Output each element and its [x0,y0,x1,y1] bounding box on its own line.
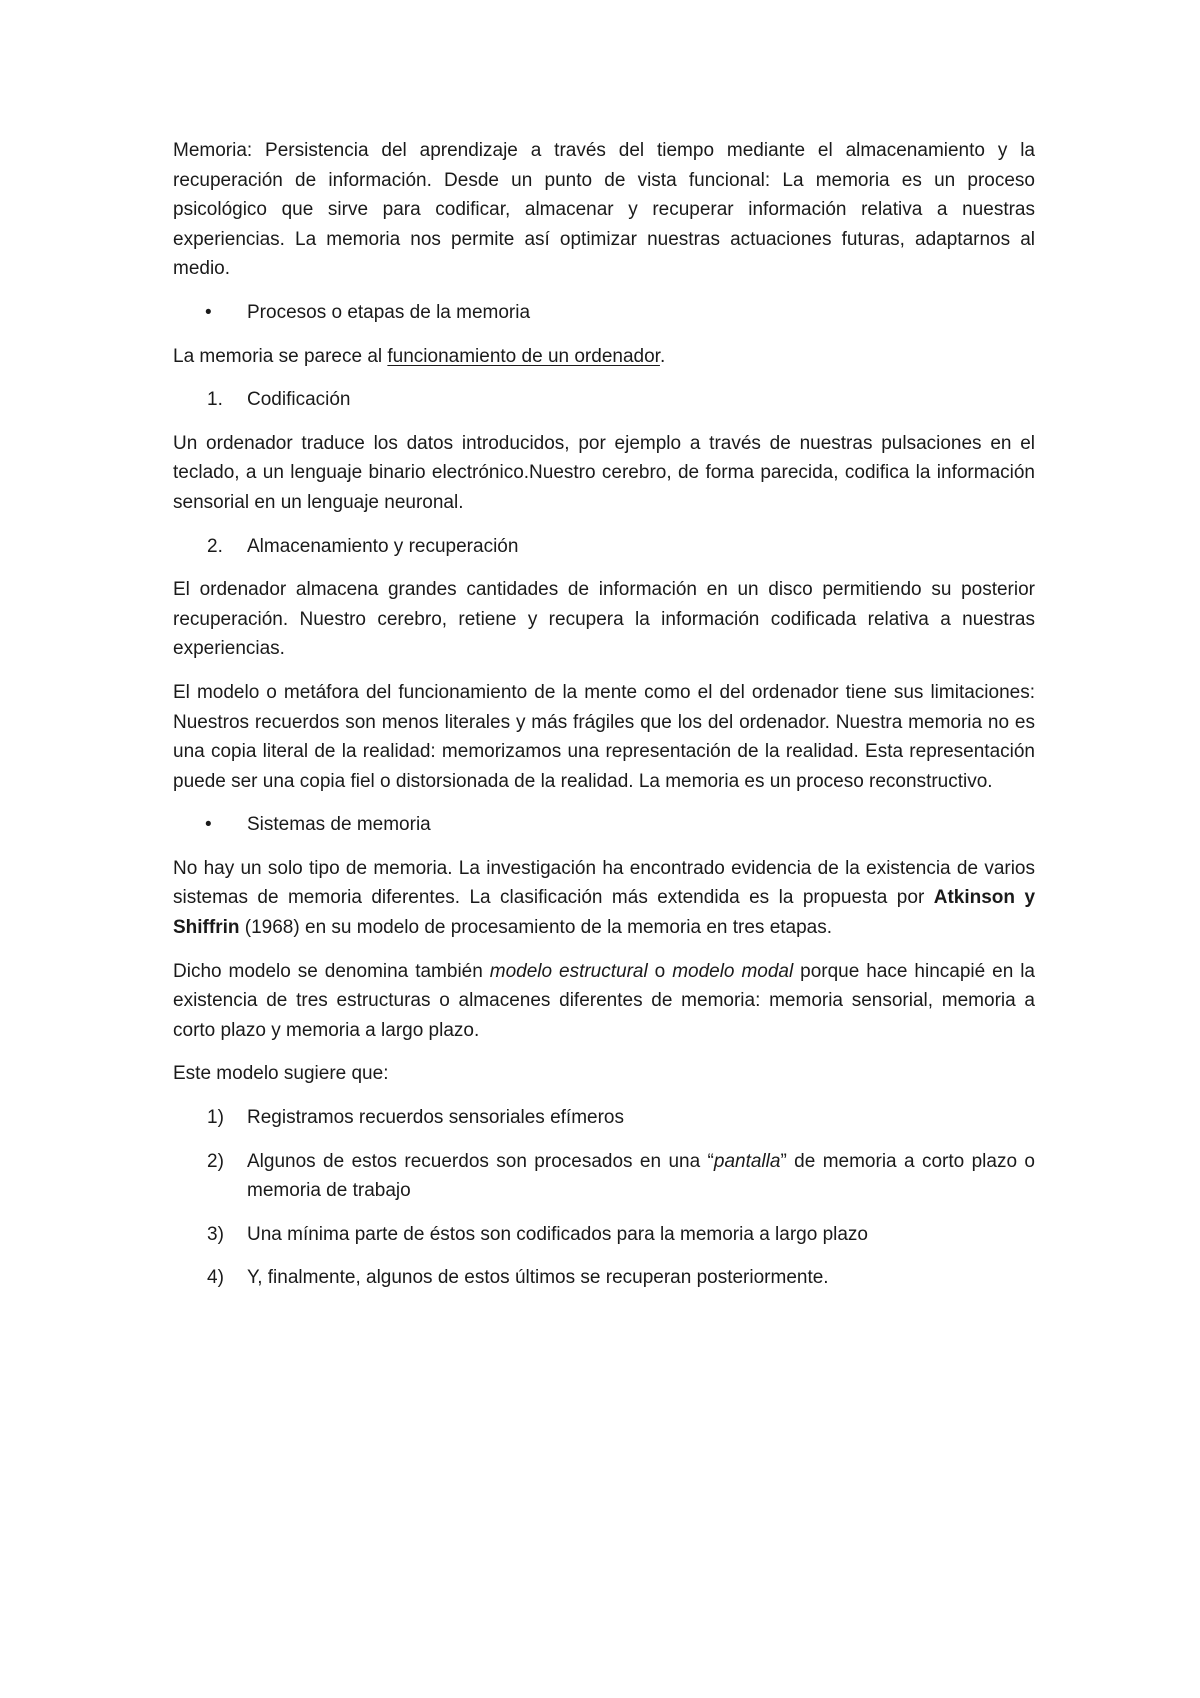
step-text-almacenamiento: El ordenador almacena grandes cantidades de información en un disco permitiendo su posterior recuperación. Nuestro cerebro, retiene y recupera la información codificada relativa a nuestras experiencias. [173,579,1035,660]
list-marker: 3) [207,1223,224,1245]
list-item-text [247,1147,1035,1206]
year: 1968 [251,917,294,939]
sistemas-paragraph-1 [173,854,1035,943]
step-title: Almacenamiento y recuperación [247,535,519,557]
authors: Atkinson y Shiffrin [173,887,1036,939]
list-marker: 1) [207,1107,224,1129]
step-item-almacenamiento [173,532,1035,562]
heading-sistemas: Sistemas de memoria [247,814,431,836]
list-item [173,1147,1035,1206]
step-title: Codificación [247,389,351,411]
lead-link[interactable]: funcionamiento de un ordenador [387,345,660,367]
lead-prefix: La memoria se parece al [173,345,388,367]
bullet-heading-procesos [173,298,1035,328]
list-marker: 4) [207,1267,224,1289]
bullet-icon: • [205,301,212,323]
list-item-text [247,1220,1035,1250]
list-marker: 2) [207,1150,224,1172]
para1-end: en su modelo de procesamiento de la memoria en tres etapas. [299,917,833,939]
lead-paragraph [173,342,1035,372]
step-text-codificacion: Un ordenador traduce los datos introducidos, por ejemplo a través de nuestras pulsaciones en el teclado, a un lenguaje binario electrónico.Nuestro cerebro, de forma parecida, codifica la información sensorial en un lenguaje neuronal. [173,432,1035,513]
para1-text: No hay un solo tipo de memoria. La investigación ha encontrado evidencia de la existencia de varios sistemas de memoria diferentes. La clasificación más extendida es la propuesta por [173,857,1035,909]
list-text-before: Registramos recuerdos sensoriales efímeros [247,1107,624,1129]
para2-mid: o [647,960,673,982]
year-close: ) [293,917,300,939]
list-text-italic: pantalla [713,1150,781,1172]
sistemas-paragraph-2 [173,957,1035,1046]
list-item [173,1103,1035,1133]
intro-paragraph: Memoria: Persistencia del aprendizaje a través del tiempo mediante el almacenamiento y la recuperación de información. Desde un punto de vista funcional: La memoria es un proceso psicológico que sirve para codificar, almacenar y recuperar información relativa a nuestras experiencias. La memoria nos permite así optimizar nuestras actuaciones futuras, adaptarnos al medio. [173,140,1035,280]
suggests-paragraph: Este modelo sugiere que: [173,1063,389,1085]
para2-italic-2: modelo modal [672,960,794,982]
lead-suffix: . [659,345,666,367]
step-item-codificacion [173,385,1035,415]
list-item-text [247,1263,1035,1293]
para2-start: Dicho modelo se denomina también [173,960,490,982]
heading-procesos: Procesos o etapas de la memoria [247,301,531,323]
list-item [173,1220,1035,1250]
bullet-heading-sistemas [173,810,1035,840]
list-item-text [247,1103,1035,1133]
year-open: ( [239,917,252,939]
para2-italic-1: modelo estructural [489,960,648,982]
step-number: 2. [207,535,223,557]
para2-end: porque hace hincapié en la existencia de tres estructuras o almacenes diferentes de memoria: memoria sensorial, memoria a corto plazo y memoria a largo plazo. [173,960,1036,1041]
list-item [173,1263,1035,1293]
metaphor-paragraph: El modelo o metáfora del funcionamiento de la mente como el del ordenador tiene sus limitaciones: Nuestros recuerdos son menos literales y más frágiles que los del ordenador. Nuestra memoria no es una copia literal de la realidad: memorizamos una representación de la realidad. Esta representación puede ser una copia fiel o distorsionada de la realidad. La memoria es un proceso reconstructivo. [173,681,1035,792]
list-text-after: ” de memoria a corto plazo o memoria de trabajo [247,1150,1035,1202]
document-body [173,136,1035,1307]
step-number: 1. [207,389,223,411]
list-text-before: Una mínima parte de éstos son codificados para la memoria a largo plazo [247,1223,868,1245]
bullet-icon: • [205,814,212,836]
list-text-before: Y, finalmente, algunos de estos últimos se recuperan posteriormente. [247,1267,829,1289]
list-text-before: Algunos de estos recuerdos son procesados en una “ [247,1150,714,1172]
